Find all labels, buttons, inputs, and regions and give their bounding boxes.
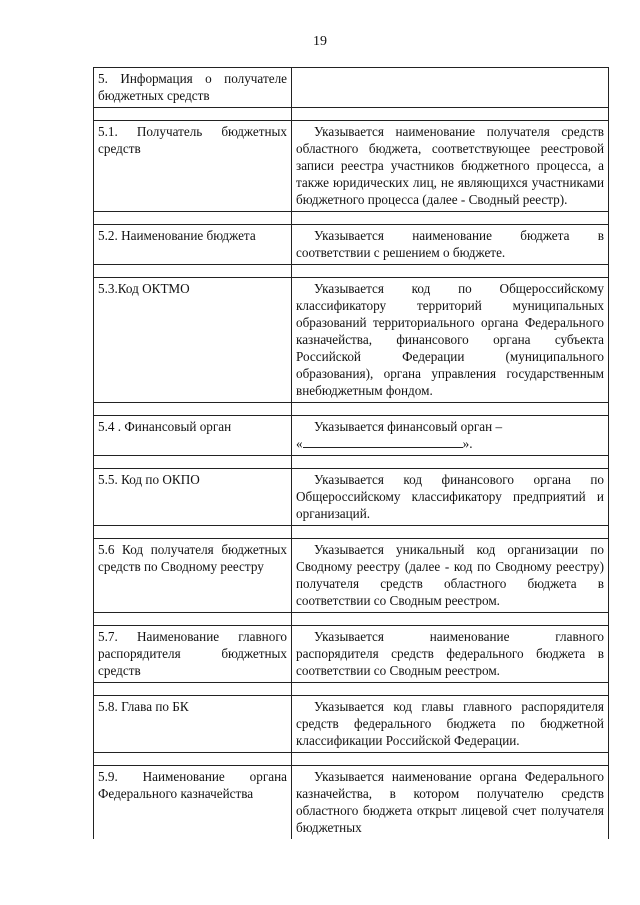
row-description: Указывается код по Общероссийскому классификатору территорий муниципальных образований территориального органа Федерального казначейства, финансового органа субъекта Российской Федерации (муниципального образования), органа управления государственным внебюджетным фондом. bbox=[292, 278, 609, 403]
table-row bbox=[94, 416, 609, 456]
row-description: Указывается наименование органа Федерального казначейства, в котором получателю средств областного бюджета открыт лицевой счет получателя бюджетных bbox=[292, 766, 609, 840]
row-label: 5.8. Глава по БК bbox=[94, 696, 292, 753]
row-label: 5.5. Код по ОКПО bbox=[94, 469, 292, 526]
table-row bbox=[94, 539, 609, 613]
financial-organ-prefix: Указывается финансовый орган – bbox=[314, 419, 503, 434]
table-row bbox=[94, 626, 609, 683]
row-description: Указывается уникальный код организации по Сводному реестру (далее - код по Сводному реестру) получателя средств областного бюджета в соответствии со Сводным реестром. bbox=[292, 539, 609, 613]
blank-line bbox=[303, 436, 463, 448]
table-row bbox=[94, 766, 609, 840]
table-row bbox=[94, 278, 609, 403]
row-label: 5.4 . Финансовый орган bbox=[94, 416, 292, 456]
row-description bbox=[292, 68, 609, 108]
row-label: 5.3.Код ОКТМО bbox=[94, 278, 292, 403]
page-number: 19 bbox=[313, 34, 327, 49]
row-description: Указывается код главы главного распорядителя средств федерального бюджета по бюджетной классификации Российской Федерации. bbox=[292, 696, 609, 753]
table-row bbox=[94, 68, 609, 108]
document-table bbox=[93, 67, 609, 839]
table-row bbox=[94, 225, 609, 265]
table-row bbox=[94, 469, 609, 526]
row-label: 5.1. Получатель бюджетных средств bbox=[94, 121, 292, 212]
row-label: 5.2. Наименование бюджета bbox=[94, 225, 292, 265]
row-description: Указывается код финансового органа по Общероссийскому классификатору предприятий и организаций. bbox=[292, 469, 609, 526]
quote-close: ». bbox=[462, 436, 473, 451]
table-row bbox=[94, 121, 609, 212]
row-description bbox=[292, 416, 609, 456]
row-label: 5.9. Наименование органа Федерального казначейства bbox=[94, 766, 292, 840]
row-label: 5.6 Код получателя бюджетных средств по Сводному реестру bbox=[94, 539, 292, 613]
row-description: Указывается наименование главного распорядителя средств федерального бюджета в соответствии со Сводным реестром. bbox=[292, 626, 609, 683]
row-label: 5.7. Наименование главного распорядителя бюджетных средств bbox=[94, 626, 292, 683]
row-label: 5. Информация о получателе бюджетных средств bbox=[94, 68, 292, 108]
table-row bbox=[94, 696, 609, 753]
row-description: Указывается наименование получателя средств областного бюджета, соответствующее реестровой записи реестра участников бюджетного процесса, а также юридических лиц, не являющихся участниками бюджетного процесса (далее - Сводный реестр). bbox=[292, 121, 609, 212]
row-description: Указывается наименование бюджета в соответствии с решением о бюджете. bbox=[292, 225, 609, 265]
quote-open: « bbox=[296, 436, 303, 451]
